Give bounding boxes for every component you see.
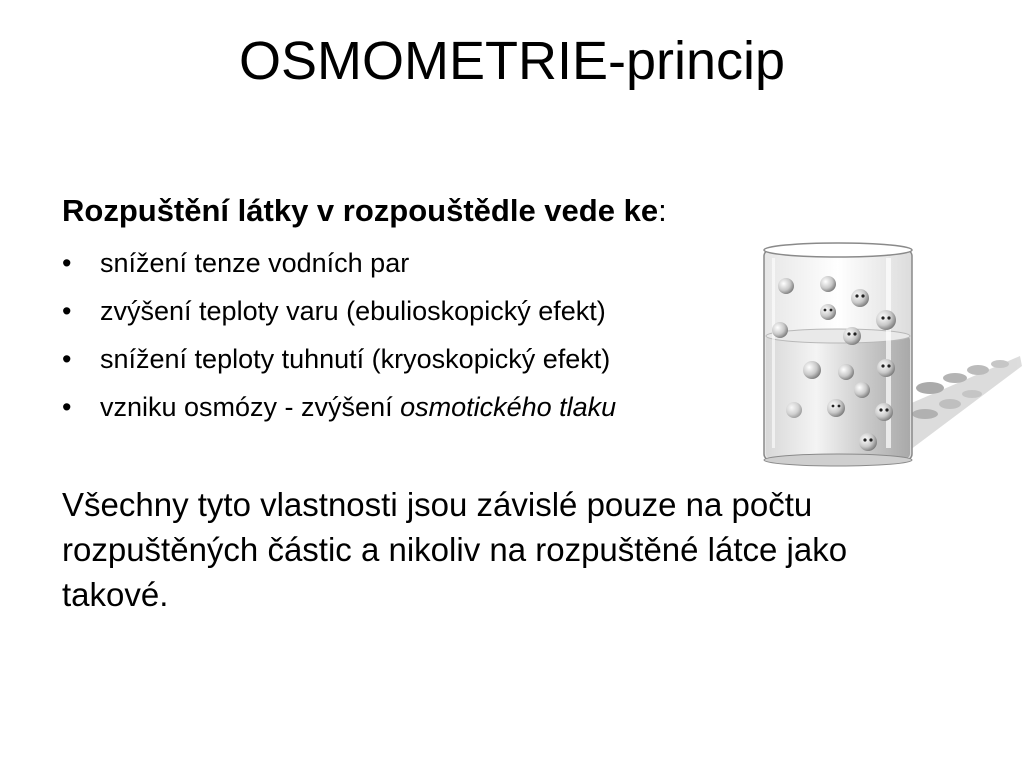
- slide-title: OSMOMETRIE-princip: [238, 31, 786, 91]
- list-item-text: zvýšení teploty varu (ebulioskopický efekt): [100, 296, 606, 326]
- floor-reflection: [900, 356, 1022, 450]
- summary-text: Všechny tyto vlastnosti jsou závislé pouze na počtu rozpuštěných částic a nikoliv na rozpuštěné látce jako takové.: [62, 486, 848, 613]
- list-item-text: [100, 388, 616, 426]
- list-item-text-emphasis: osmotického tlaku: [400, 392, 617, 422]
- intro-bold-text: Rozpuštění látky v rozpouštědle vede ke: [62, 193, 659, 228]
- bullet-marker: •: [62, 392, 72, 422]
- bullet-marker: •: [62, 248, 72, 278]
- intro-line: [62, 192, 667, 230]
- bullet-marker: •: [62, 296, 72, 326]
- bullet-marker: •: [62, 344, 72, 374]
- beaker-illustration: [750, 238, 1022, 468]
- list-item-text-plain: vzniku osmózy - zvýšení: [100, 392, 401, 422]
- intro-colon: :: [658, 193, 667, 228]
- list-item-text: snížení teploty tuhnutí (kryoskopický efekt): [100, 344, 611, 374]
- list-item-text: snížení tenze vodních par: [100, 248, 410, 278]
